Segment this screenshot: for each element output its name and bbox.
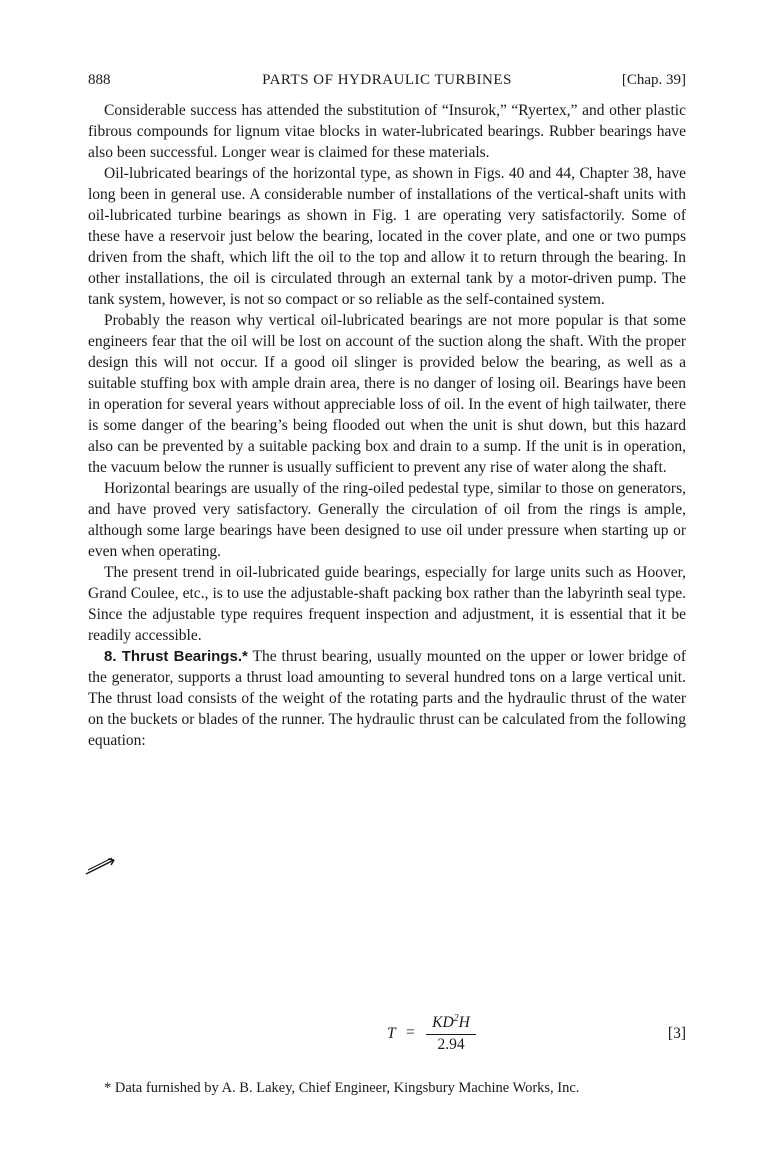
equation-denominator: 2.94 <box>437 1036 465 1053</box>
running-title: PARTS OF HYDRAULIC TURBINES <box>262 72 512 88</box>
paragraph: Probably the reason why vertical oil-lubricated bearings are not more popular is that some engineers fear that the oil will be lost on account of the suction along the shaft. With the proper design this will not occur. If a good oil slinger is provided below the bearing, as well as a suitable stuffing box with ample drain area, there is no danger of losing oil. Bearings have been in operation for several years without appreciable loss of oil. In the event of high tailwater, there is some danger of the bearing’s being flooded out when the unit is shut down, but this hazard also can be prevented by a suitable packing box and drain to a sump. If the unit is in operation, the vacuum below the runner is usually sufficient to prevent any rise of water along the shaft. <box>88 312 686 476</box>
body-text <box>88 100 686 751</box>
equation-equals: = <box>406 1024 415 1041</box>
numerator-h: H <box>458 1014 470 1031</box>
chapter-label: [Chap. 39] <box>621 72 686 88</box>
paragraph: The present trend in oil-lubricated guide bearings, especially for large units such as Hoover, Grand Coulee, etc., is to use the adjustable-shaft packing box rather than the labyrinth seal type. Since the adjustable type requires frequent inspection and adjustment, it is essential that it be readily accessible. <box>88 564 686 644</box>
numerator-d: D <box>442 1014 454 1031</box>
section-heading: 8. Thrust Bearings.* <box>104 648 248 665</box>
footnote: * Data furnished by A. B. Lakey, Chief Engineer, Kingsbury Machine Works, Inc. <box>104 1080 580 1096</box>
equation-lhs: T <box>387 1025 396 1042</box>
equation-number: [3] <box>667 1025 686 1042</box>
equation <box>88 1013 686 1057</box>
running-head <box>88 70 686 90</box>
numerator-k: K <box>432 1014 443 1031</box>
section-text: The thrust bearing, usually mounted on the upper or lower bridge of the generator, supports a thrust load amounting to several hundred tons on a large vertical unit. The thrust load consists of the weight of the rotating parts and the hydraulic thrust of the water on the buckets or blades of the runner. The hydraulic thrust can be calculated from the following equation: <box>88 648 686 749</box>
paragraph: Oil-lubricated bearings of the horizontal type, as shown in Figs. 40 and 44, Chapter 38, have long been in general use. A considerable number of installations of the vertical-shaft units with oil-lubricated turbine bearings as shown in Fig. 1 are operating very satisfactorily. Some of these have a reservoir just below the bearing, located in the cover plate, and one or two pumps driven from the shaft, which lift the oil to the top and allow it to return through the bearing. In other installations, the oil is circulated through an external tank by a motor-driven pump. The tank system, however, is not so compact or so reliable as the self-contained system. <box>88 165 686 308</box>
equation-fraction <box>426 1013 476 1055</box>
paragraph: Considerable success has attended the substitution of “Insurok,” “Ryertex,” and other plastic fibrous compounds for lignum vitae blocks in water-lubricated bearings. Rubber bearings have also been successful. Longer wear is claimed for these materials. <box>88 102 686 161</box>
margin-arrow-icon <box>84 854 118 876</box>
paragraph: Horizontal bearings are usually of the ring-oiled pedestal type, similar to those on generators, and have proved very satisfactory. Generally the circulation of oil from the rings is ample, although some large bearings have been designed to use oil under pressure when starting up or even when operating. <box>88 480 686 560</box>
equation-numerator <box>426 1013 476 1035</box>
page-number: 888 <box>88 72 111 88</box>
numerator-exponent: 2 <box>453 1012 459 1024</box>
section-paragraph <box>88 646 686 751</box>
